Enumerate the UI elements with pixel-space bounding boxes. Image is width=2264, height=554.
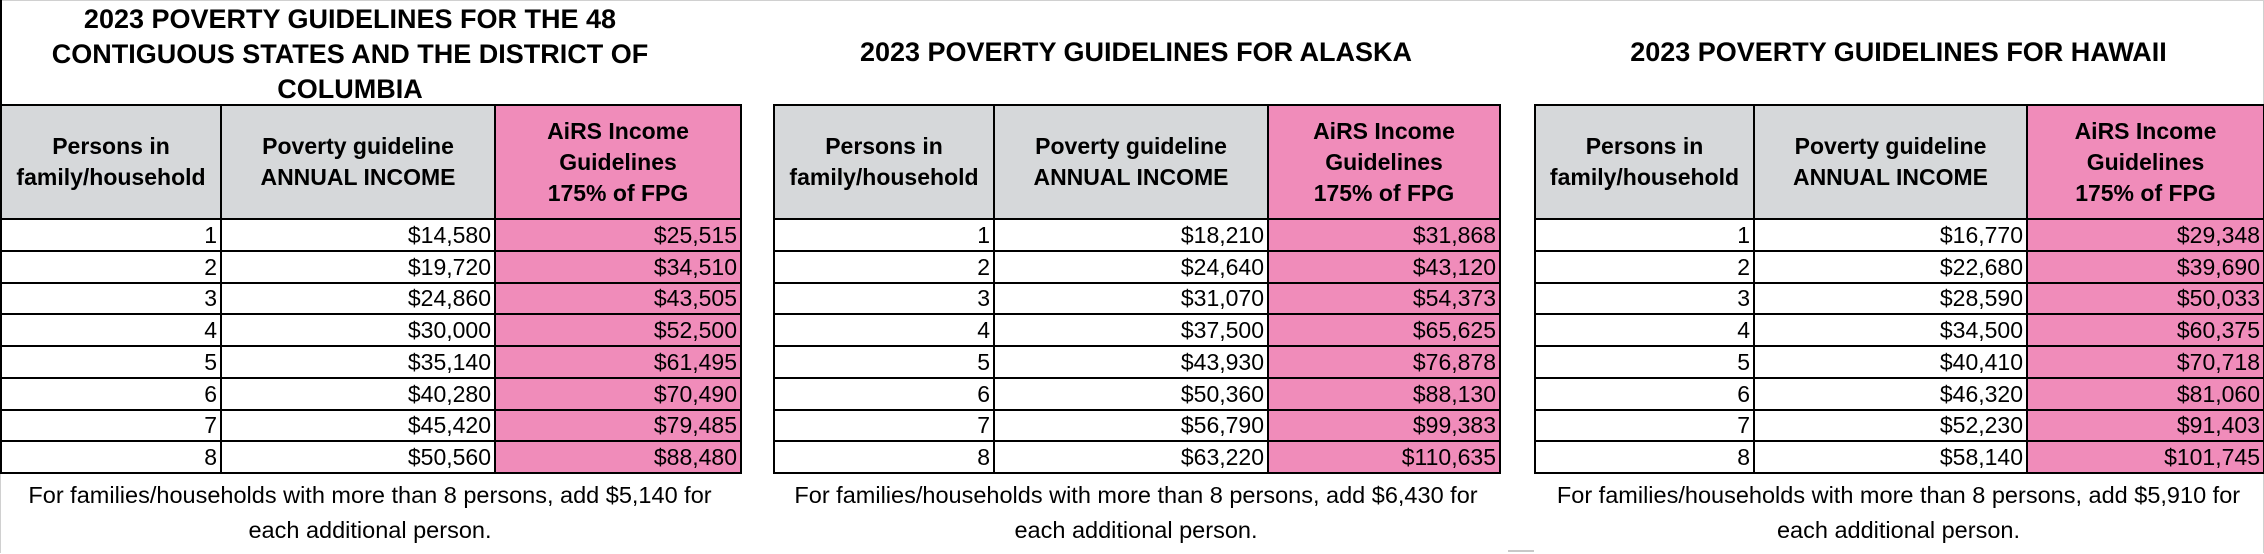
poverty-cell: $56,790 bbox=[994, 410, 1268, 442]
airs-cell: $110,635 bbox=[1268, 441, 1500, 473]
persons-cell: 5 bbox=[774, 346, 994, 378]
table-header-row bbox=[774, 105, 1500, 219]
table-row bbox=[774, 251, 1500, 283]
header-persons: Persons in family/household bbox=[774, 105, 994, 219]
panel-contiguous-states bbox=[0, 0, 740, 554]
header-airs-income bbox=[495, 105, 741, 219]
table-body bbox=[774, 219, 1500, 473]
persons-cell: 1 bbox=[774, 219, 994, 251]
table-row bbox=[1, 283, 741, 315]
persons-cell: 2 bbox=[774, 251, 994, 283]
header-airs-line3: 175% of FPG bbox=[547, 179, 689, 206]
airs-cell: $91,403 bbox=[2027, 410, 2264, 442]
airs-cell: $61,495 bbox=[495, 346, 741, 378]
airs-cell: $70,718 bbox=[2027, 346, 2264, 378]
poverty-cell: $58,140 bbox=[1754, 441, 2027, 473]
table-row bbox=[1, 251, 741, 283]
poverty-cell: $50,560 bbox=[221, 441, 495, 473]
table-body bbox=[1535, 219, 2264, 473]
poverty-cell: $31,070 bbox=[994, 283, 1268, 315]
table-row bbox=[774, 314, 1500, 346]
persons-cell: 6 bbox=[774, 378, 994, 410]
header-airs-line2: Guidelines bbox=[1325, 148, 1443, 175]
airs-cell: $31,868 bbox=[1268, 219, 1500, 251]
table-row bbox=[774, 219, 1500, 251]
airs-cell: $43,505 bbox=[495, 283, 741, 315]
persons-cell: 7 bbox=[774, 410, 994, 442]
poverty-cell: $35,140 bbox=[221, 346, 495, 378]
persons-cell: 2 bbox=[1, 251, 221, 283]
poverty-cell: $24,860 bbox=[221, 283, 495, 315]
guidelines-table bbox=[1534, 104, 2264, 474]
airs-cell: $34,510 bbox=[495, 251, 741, 283]
persons-cell: 5 bbox=[1, 346, 221, 378]
footnote: For families/households with more than 8 persons, add $6,430 for each additional person. bbox=[794, 482, 1478, 543]
poverty-cell: $24,640 bbox=[994, 251, 1268, 283]
poverty-cell: $52,230 bbox=[1754, 410, 2027, 442]
poverty-cell: $34,500 bbox=[1754, 314, 2027, 346]
panel-alaska bbox=[773, 0, 1499, 554]
poverty-cell: $16,770 bbox=[1754, 219, 2027, 251]
airs-cell: $79,485 bbox=[495, 410, 741, 442]
header-airs-line1: AiRS Income bbox=[547, 117, 689, 144]
persons-cell: 4 bbox=[774, 314, 994, 346]
table-body bbox=[1, 219, 741, 473]
poverty-cell: $22,680 bbox=[1754, 251, 2027, 283]
header-persons: Persons in family/household bbox=[1, 105, 221, 219]
poverty-cell: $45,420 bbox=[221, 410, 495, 442]
persons-cell: 7 bbox=[1535, 410, 1754, 442]
header-airs-line1: AiRS Income bbox=[1313, 117, 1455, 144]
table-row bbox=[1, 410, 741, 442]
panel-title: 2023 POVERTY GUIDELINES FOR THE 48 CONTIGUOUS STATES AND THE DISTRICT OF COLUMBIA bbox=[51, 4, 649, 104]
header-airs-line3: 175% of FPG bbox=[1313, 179, 1455, 206]
table-header-row bbox=[1535, 105, 2264, 219]
poverty-cell: $37,500 bbox=[994, 314, 1268, 346]
panel-title: 2023 POVERTY GUIDELINES FOR HAWAII bbox=[1630, 36, 2167, 67]
panel-title: 2023 POVERTY GUIDELINES FOR ALASKA bbox=[859, 36, 1413, 67]
scroll-indicator bbox=[1508, 550, 1534, 552]
persons-cell: 3 bbox=[774, 283, 994, 315]
airs-cell: $88,480 bbox=[495, 441, 741, 473]
header-airs-line1: AiRS Income bbox=[2074, 117, 2217, 144]
header-airs-income bbox=[2027, 105, 2264, 219]
airs-cell: $50,033 bbox=[2027, 283, 2264, 315]
table-row bbox=[1, 441, 741, 473]
guidelines-table bbox=[773, 104, 1501, 474]
poverty-cell: $14,580 bbox=[221, 219, 495, 251]
persons-cell: 3 bbox=[1535, 283, 1754, 315]
header-poverty-guideline: Poverty guideline ANNUAL INCOME bbox=[221, 105, 495, 219]
airs-cell: $43,120 bbox=[1268, 251, 1500, 283]
poverty-cell: $43,930 bbox=[994, 346, 1268, 378]
guidelines-table bbox=[0, 104, 742, 474]
persons-cell: 6 bbox=[1, 378, 221, 410]
poverty-cell: $40,280 bbox=[221, 378, 495, 410]
header-airs-line2: Guidelines bbox=[559, 148, 677, 175]
table-row bbox=[1535, 219, 2264, 251]
table-row bbox=[774, 378, 1500, 410]
persons-cell: 7 bbox=[1, 410, 221, 442]
airs-cell: $70,490 bbox=[495, 378, 741, 410]
poverty-cell: $28,590 bbox=[1754, 283, 2027, 315]
poverty-cell: $50,360 bbox=[994, 378, 1268, 410]
table-row bbox=[774, 283, 1500, 315]
table-row bbox=[1, 346, 741, 378]
table-row bbox=[1535, 441, 2264, 473]
header-airs-line3: 175% of FPG bbox=[2075, 179, 2216, 206]
airs-cell: $99,383 bbox=[1268, 410, 1500, 442]
table-row bbox=[1535, 314, 2264, 346]
airs-cell: $54,373 bbox=[1268, 283, 1500, 315]
table-header-row bbox=[1, 105, 741, 219]
header-airs-line2: Guidelines bbox=[2086, 148, 2205, 175]
airs-cell: $81,060 bbox=[2027, 378, 2264, 410]
table-row bbox=[1, 378, 741, 410]
table-row bbox=[1535, 378, 2264, 410]
persons-cell: 5 bbox=[1535, 346, 1754, 378]
persons-cell: 3 bbox=[1, 283, 221, 315]
airs-cell: $101,745 bbox=[2027, 441, 2264, 473]
poverty-cell: $46,320 bbox=[1754, 378, 2027, 410]
persons-cell: 4 bbox=[1, 314, 221, 346]
table-row bbox=[1535, 251, 2264, 283]
airs-cell: $39,690 bbox=[2027, 251, 2264, 283]
airs-cell: $60,375 bbox=[2027, 314, 2264, 346]
poverty-cell: $40,410 bbox=[1754, 346, 2027, 378]
airs-cell: $52,500 bbox=[495, 314, 741, 346]
footnote: For families/households with more than 8 persons, add $5,910 for each additional person. bbox=[1556, 482, 2241, 543]
persons-cell: 2 bbox=[1535, 251, 1754, 283]
airs-cell: $65,625 bbox=[1268, 314, 1500, 346]
table-row bbox=[1535, 410, 2264, 442]
persons-cell: 1 bbox=[1535, 219, 1754, 251]
table-row bbox=[774, 441, 1500, 473]
poverty-cell: $18,210 bbox=[994, 219, 1268, 251]
persons-cell: 8 bbox=[1, 441, 221, 473]
header-poverty-guideline: Poverty guideline ANNUAL INCOME bbox=[994, 105, 1268, 219]
header-poverty-guideline: Poverty guideline ANNUAL INCOME bbox=[1754, 105, 2027, 219]
table-row bbox=[1535, 346, 2264, 378]
persons-cell: 8 bbox=[1535, 441, 1754, 473]
poverty-cell: $63,220 bbox=[994, 441, 1268, 473]
header-persons: Persons in family/household bbox=[1535, 105, 1754, 219]
panel-hawaii bbox=[1534, 0, 2263, 554]
footnote: For families/households with more than 8 persons, add $5,140 for each additional person. bbox=[28, 482, 712, 543]
persons-cell: 4 bbox=[1535, 314, 1754, 346]
header-airs-income bbox=[1268, 105, 1500, 219]
poverty-cell: $30,000 bbox=[221, 314, 495, 346]
table-row bbox=[1, 314, 741, 346]
persons-cell: 6 bbox=[1535, 378, 1754, 410]
persons-cell: 8 bbox=[774, 441, 994, 473]
table-row bbox=[774, 346, 1500, 378]
persons-cell: 1 bbox=[1, 219, 221, 251]
airs-cell: $76,878 bbox=[1268, 346, 1500, 378]
airs-cell: $29,348 bbox=[2027, 219, 2264, 251]
table-row bbox=[1535, 283, 2264, 315]
airs-cell: $88,130 bbox=[1268, 378, 1500, 410]
airs-cell: $25,515 bbox=[495, 219, 741, 251]
table-row bbox=[1, 219, 741, 251]
table-row bbox=[774, 410, 1500, 442]
poverty-cell: $19,720 bbox=[221, 251, 495, 283]
